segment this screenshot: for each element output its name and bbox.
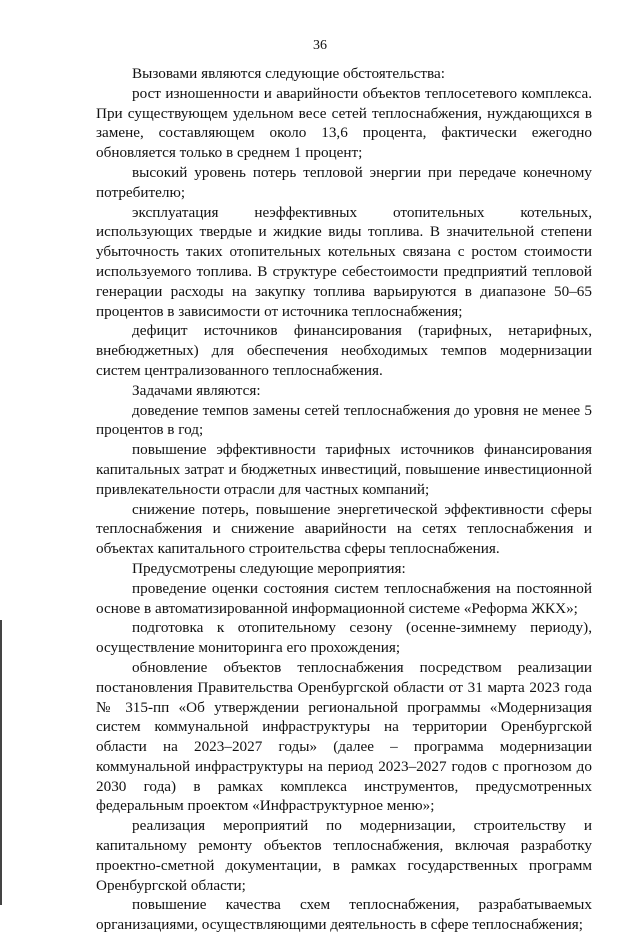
paragraph-challenges-intro: Вызовами являются следующие обстоятельства: xyxy=(132,65,445,82)
paragraph-assessment: проведение оценки состояния систем теплоснабжения на постоянной основе в автоматизированной информационной системе «Реформа ЖКХ»; xyxy=(96,579,592,617)
paragraph-funding-deficit: дефицит источников финансирования (тарифных, нетарифных, внебюджетных) для обеспечения необходимых темпов модернизации систем централизованного теплоснабжения. xyxy=(96,322,592,379)
paragraph-modernization: реализация мероприятий по модернизации, строительству и капитальному ремонту объектов теплоснабжения, включая разработку проектно-сметной документации, в рамках государственных программ Оренбургской области; xyxy=(96,817,592,894)
paragraph-energy-losses: высокий уровень потерь тепловой энергии при передаче конечному потребителю; xyxy=(96,163,592,201)
paragraph-financing-efficiency: повышение эффективности тарифных источников финансирования капитальных затрат и бюджетных инвестиций, повышение инвестиционной привлекательности отрасли для частных компаний; xyxy=(96,441,592,498)
paragraph-heating-season: подготовка к отопительному сезону (осенне-зимнему периоду), осуществление мониторинга его прохождения; xyxy=(96,619,592,657)
paragraph-inefficient-boilers: эксплуатация неэффективных отопительных котельных, использующих твердые и жидкие виды топлива. В значительной степени убыточность таких отопительных котельных связана с ростом стоимости используемого топлива. В структуре себестоимости предприятий тепловой генерации расходы на закупку топлива варьируются в диапазоне 50–65 процентов в зависимости от источника теплоснабжения; xyxy=(96,203,592,320)
paragraph-replacement-rate: доведение темпов замены сетей теплоснабжения до уровня не менее 5 процентов в год; xyxy=(96,401,592,439)
scan-edge-line xyxy=(0,620,2,905)
paragraph-renewal-program: обновление объектов теплоснабжения посредством реализации постановления Правительства Оренбургской области от 31 марта 2023 года № 315-пп «Об утверждении региональной программы «Модернизация систем коммунальной инфраструктуры на территории Оренбургской области на 2023–2027 годы» (далее – программа модернизации коммунальной инфраструктуры на период 2023–2027 годов с прогнозом до 2030 года) в рамках комплекса инструментов, предусмотренных федеральным проектом «Инфраструктурное меню»; xyxy=(96,658,592,815)
paragraph-measures-intro: Предусмотрены следующие мероприятия: xyxy=(132,559,406,577)
paragraph-tasks-intro: Задачами являются: xyxy=(132,381,261,399)
paragraph-loss-reduction: снижение потерь, повышение энергетической эффективности сферы теплоснабжения и снижение аварийности на сетях теплоснабжения и объектах капитального строительства сферы теплоснабжения. xyxy=(96,500,592,558)
page-number: 36 xyxy=(313,38,327,53)
document-body xyxy=(96,64,592,935)
paragraph-network-wear: рост изношенности и аварийности объектов теплосетевого комплекса. При существующем удельном весе сетей теплоснабжения, нуждающихся в замене, составляющем около 13,6 процента, фактически ежегодно обновляется только в среднем 1 процент; xyxy=(96,84,592,162)
paragraph-schemes-quality: повышение качества схем теплоснабжения, разрабатываемых организациями, осуществляющими деятельность в сфере теплоснабжения; xyxy=(96,896,592,934)
